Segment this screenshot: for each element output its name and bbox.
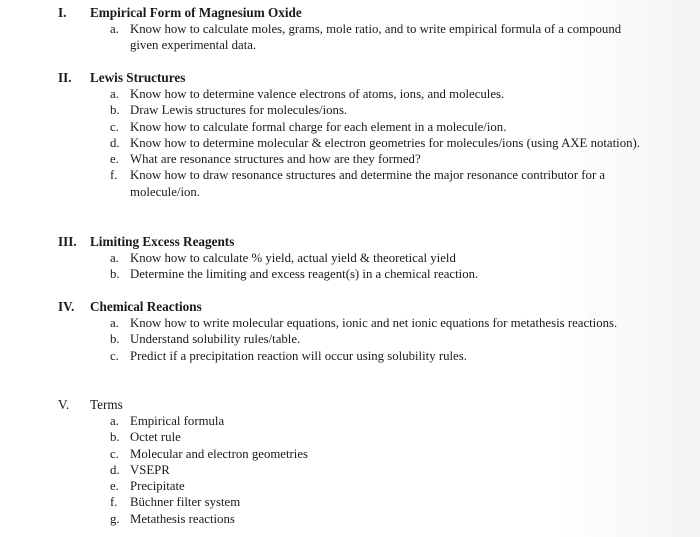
list-item [0, 21, 700, 54]
item-letter: a. [110, 22, 119, 36]
item-text: Understand solubility rules/table. [130, 332, 301, 347]
item-letter: a. [110, 251, 119, 265]
item-letter: f. [110, 168, 118, 183]
item-letter: a. [110, 87, 119, 101]
list-item [0, 266, 700, 282]
item-text: Predict if a precipitation reaction will occur using solubility rules. [130, 348, 467, 363]
list-item [0, 250, 700, 266]
item-list [0, 21, 700, 54]
list-item [0, 119, 700, 135]
item-list [0, 86, 700, 200]
item-text: Know how to determine molecular & electron geometries for molecules/ions (using AXE notation). [130, 135, 640, 150]
section-heading: Empirical Form of Magnesium Oxide [90, 5, 302, 20]
list-item [0, 429, 700, 445]
section-numeral: V. [58, 397, 70, 412]
item-text: Know how to calculate % yield, actual yield & theoretical yield [130, 251, 456, 265]
item-text: Know how to draw resonance structures and determine the major resonance contributor for a molecule/ion. [130, 168, 606, 199]
item-text: Know how to calculate moles, grams, mole ratio, and to write empirical formula of a compound given experimental data. [130, 22, 622, 53]
list-item [0, 315, 700, 331]
item-letter: b. [110, 267, 120, 282]
item-letter: c. [110, 119, 119, 134]
section-numeral: III. [58, 234, 77, 249]
item-letter: e. [110, 479, 119, 494]
item-text: Büchner filter system [130, 495, 241, 510]
item-letter: b. [110, 332, 120, 347]
item-text: Draw Lewis structures for molecules/ions. [130, 103, 348, 118]
item-letter: g. [110, 511, 120, 526]
section-numeral: II. [58, 70, 72, 85]
list-item [0, 135, 700, 151]
item-text: Know how to write molecular equations, ionic and net ionic equations for metathesis reactions. [130, 316, 618, 330]
list-item [0, 331, 700, 347]
section-heading: Terms [90, 397, 123, 412]
list-item [0, 446, 700, 462]
list-item [0, 167, 700, 200]
item-list [0, 315, 700, 364]
section-numeral: IV. [58, 299, 75, 314]
list-item [0, 102, 700, 118]
list-item [0, 462, 700, 478]
item-text: Know how to determine valence electrons of atoms, ions, and molecules. [130, 87, 505, 101]
list-item [0, 86, 700, 102]
list-item [0, 494, 700, 510]
item-list [0, 413, 700, 527]
item-text: VSEPR [130, 462, 170, 477]
list-item [0, 413, 700, 429]
item-letter: b. [110, 103, 120, 118]
item-text: Empirical formula [130, 414, 225, 428]
item-text: What are resonance structures and how are they formed? [130, 152, 421, 167]
item-text: Know how to calculate formal charge for each element in a molecule/ion. [130, 119, 507, 134]
item-letter: b. [110, 430, 120, 445]
item-letter: d. [110, 462, 120, 477]
item-text: Octet rule [130, 430, 181, 445]
section-numeral: I. [58, 5, 67, 20]
section-heading: Chemical Reactions [90, 299, 202, 314]
item-letter: f. [110, 495, 118, 510]
section-heading: Lewis Structures [90, 70, 186, 85]
item-text: Determine the limiting and excess reagent(s) in a chemical reaction. [130, 267, 479, 282]
item-list [0, 250, 700, 283]
item-text: Metathesis reactions [130, 511, 235, 526]
list-item [0, 151, 700, 167]
item-letter: a. [110, 414, 119, 428]
item-letter: c. [110, 348, 119, 363]
item-text: Precipitate [130, 479, 185, 494]
list-item [0, 348, 700, 364]
section-heading: Limiting Excess Reagents [90, 234, 235, 249]
item-text: Molecular and electron geometries [130, 446, 309, 461]
item-letter: a. [110, 316, 119, 330]
list-item [0, 511, 700, 527]
item-letter: c. [110, 446, 119, 461]
item-letter: d. [110, 135, 120, 150]
item-letter: e. [110, 152, 119, 167]
list-item [0, 478, 700, 494]
